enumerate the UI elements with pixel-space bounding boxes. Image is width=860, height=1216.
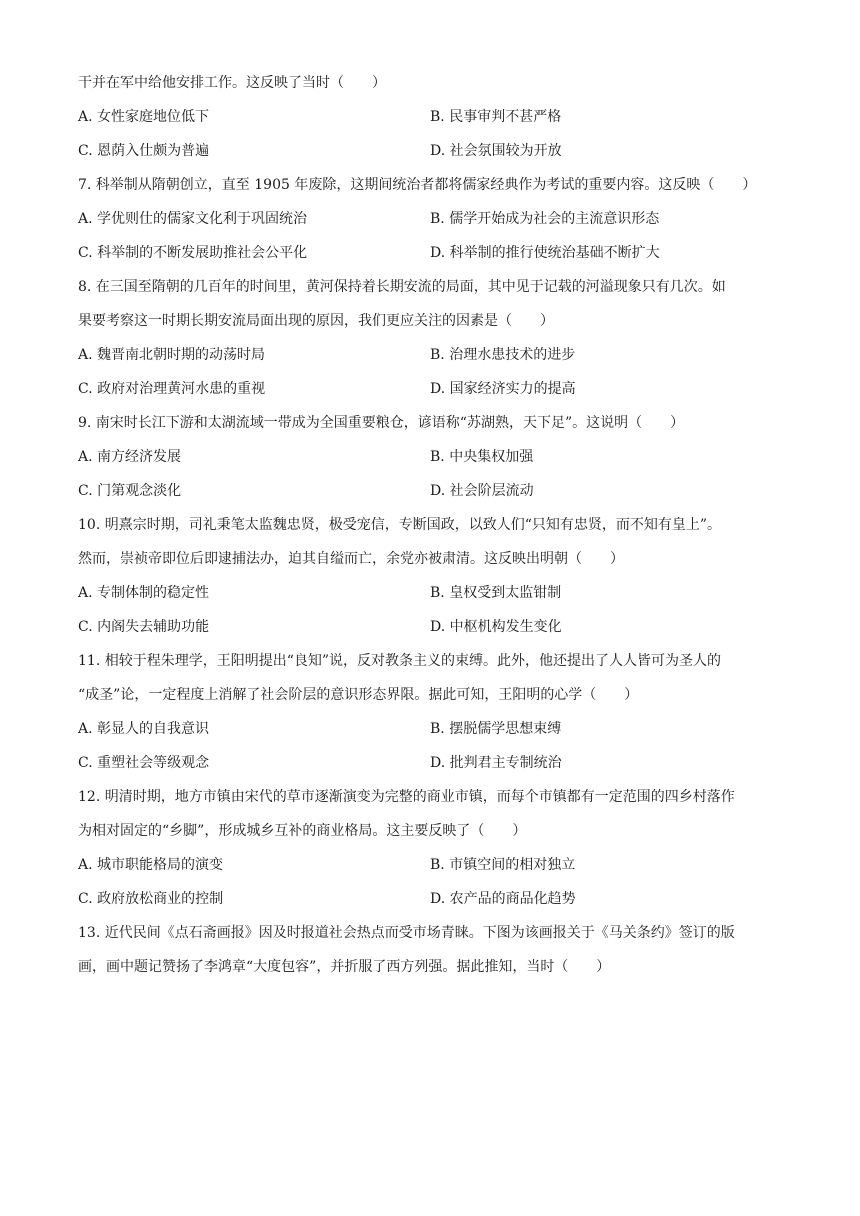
- question-8-stem: 8. 在三国至隋朝的几百年的时间里，黄河保持着长期安流的局面，其中见于记载的河溢现象只有几次。如: [78, 279, 726, 295]
- option-d: D. 科举制的推行使统治基础不断扩大: [430, 245, 660, 261]
- question-8-stem: 果要考察这一时期长期安流局面出现的原因，我们更应关注的因素是（ ）: [78, 313, 554, 329]
- question-12-stem: 为相对固定的“乡脚”，形成城乡互补的商业格局。这主要反映了（ ）: [78, 823, 527, 839]
- option-b: B. 中央集权加强: [430, 449, 534, 465]
- options-row: [78, 718, 782, 752]
- option-a: A. 专制体制的稳定性: [78, 585, 210, 601]
- option-c: C. 科举制的不断发展助推社会公平化: [78, 245, 308, 261]
- options-row: [78, 344, 782, 378]
- question-6-continuation: 干并在军中给他安排工作。这反映了当时（ ）: [78, 75, 386, 91]
- option-a: A. 学优则仕的儒家文化利于巩固统治: [78, 211, 308, 227]
- question-7-stem: 7. 科举制从隋朝创立，直至 1905 年废除，这期间统治者都将儒家经典作为考试的重要内容。这反映（ ）: [78, 177, 757, 193]
- options-row: [78, 752, 782, 786]
- option-b: B. 市镇空间的相对独立: [430, 857, 576, 873]
- option-d: D. 社会氛围较为开放: [430, 143, 562, 159]
- options-row: [78, 140, 782, 174]
- option-d: D. 农产品的商品化趋势: [430, 891, 576, 907]
- option-a: A. 女性家庭地位低下: [78, 109, 210, 125]
- option-c: C. 政府放松商业的控制: [78, 891, 224, 907]
- options-row: [78, 854, 782, 888]
- option-a: A. 魏晋南北朝时期的动荡时局: [78, 347, 266, 363]
- question-10-stem: 然而，崇祯帝即位后即逮捕法办，迫其自缢而亡，余党亦被肃清。这反映出明朝（ ）: [78, 551, 624, 567]
- options-row: [78, 480, 782, 514]
- option-b: B. 摆脱儒学思想束缚: [430, 721, 562, 737]
- question-11-stem: 11. 相较于程朱理学，王阳明提出“良知”说，反对教条主义的束缚。此外，他还提出了人人皆可为圣人的: [78, 653, 722, 669]
- option-d: D. 批判君主专制统治: [430, 755, 562, 771]
- options-row: [78, 208, 782, 242]
- question-13-stem: 画，画中题记赞扬了李鸿章“大度包容”，并折服了西方列强。据此推知，当时（ ）: [78, 959, 611, 975]
- option-c: C. 内阁失去辅助功能: [78, 619, 210, 635]
- question-10-stem: 10. 明熹宗时期，司礼秉笔太监魏忠贤，极受宠信，专断国政，以致人们“只知有忠贤，而不知有皇上”。: [78, 517, 722, 533]
- option-d: D. 社会阶层流动: [430, 483, 534, 499]
- question-9-stem: 9. 南宋时长江下游和太湖流域一带成为全国重要粮仓，谚语称“苏湖熟，天下足”。这说明（ ）: [78, 415, 685, 431]
- option-a: A. 彰显人的自我意识: [78, 721, 210, 737]
- option-b: B. 儒学开始成为社会的主流意识形态: [430, 211, 660, 227]
- option-a: A. 南方经济发展: [78, 449, 182, 465]
- option-d: D. 中枢机构发生变化: [430, 619, 562, 635]
- options-row: [78, 446, 782, 480]
- option-b: B. 治理水患技术的进步: [430, 347, 576, 363]
- options-row: [78, 242, 782, 276]
- option-b: B. 民事审判不甚严格: [430, 109, 562, 125]
- option-d: D. 国家经济实力的提高: [430, 381, 576, 397]
- question-11-stem: “成圣”论，一定程度上消解了社会阶层的意识形态界限。据此可知，王阳明的心学（ ）: [78, 687, 639, 703]
- options-row: [78, 106, 782, 140]
- question-13-stem: 13. 近代民间《点石斋画报》因及时报道社会热点而受市场青睐。下图为该画报关于《马关条约》签订的版: [78, 925, 735, 941]
- option-a: A. 城市职能格局的演变: [78, 857, 224, 873]
- options-row: [78, 582, 782, 616]
- options-row: [78, 616, 782, 650]
- option-c: C. 政府对治理黄河水患的重视: [78, 381, 266, 397]
- exam-page: [78, 72, 782, 990]
- option-c: C. 恩荫入仕颇为普遍: [78, 143, 210, 159]
- question-12-stem: 12. 明清时期，地方市镇由宋代的草市逐渐演变为完整的商业市镇，而每个市镇都有一定范围的四乡村落作: [78, 789, 735, 805]
- option-b: B. 皇权受到太监钳制: [430, 585, 562, 601]
- option-c: C. 门第观念淡化: [78, 483, 182, 499]
- option-c: C. 重塑社会等级观念: [78, 755, 210, 771]
- options-row: [78, 378, 782, 412]
- options-row: [78, 888, 782, 922]
